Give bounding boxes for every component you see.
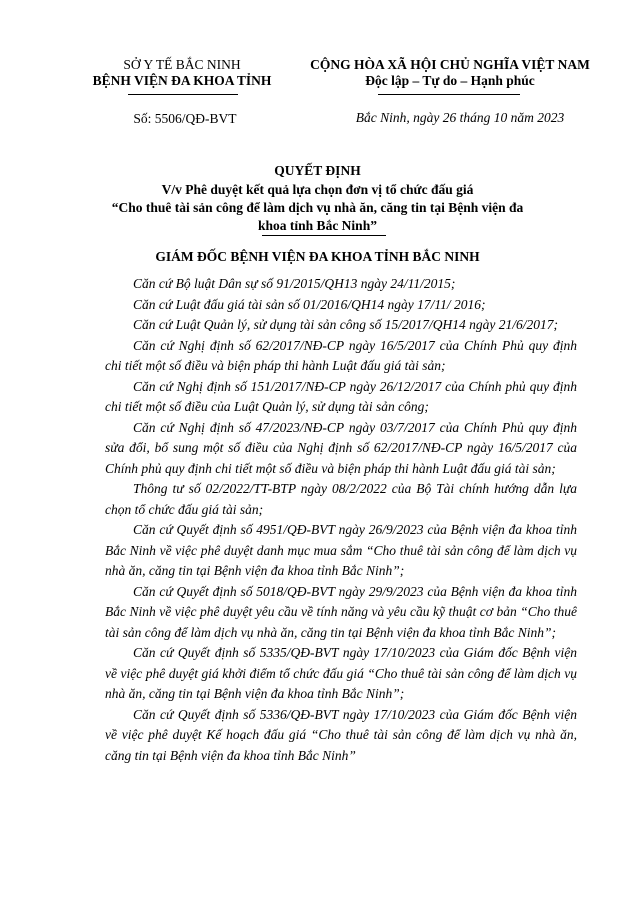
- subject-underline: [262, 235, 386, 236]
- basis-paragraph: Căn cứ Quyết định số 5018/QĐ-BVT ngày 29/9/2023 của Bệnh viện đa khoa tỉnh Bắc Ninh về việc phê duyệt yêu cầu về tính năng và yêu cầu kỹ thuật cơ bản “Cho thuê tài sản công để làm dịch vụ nhà ăn, căng tin tại Bệnh viện đa khoa tỉnh Bắc Ninh”;: [105, 583, 577, 640]
- subject-line-3: khoa tỉnh Bắc Ninh”: [258, 218, 377, 233]
- subject-line-1: V/v Phê duyệt kết quả lựa chọn đơn vị tổ chức đấu giá: [161, 182, 474, 197]
- basis-paragraph: Căn cứ Nghị định số 62/2017/NĐ-CP ngày 16/5/2017 của Chính Phủ quy định chi tiết một số điều và biện pháp thi hành Luật đấu giá tài sản;: [105, 337, 577, 373]
- decision-subject: [60, 181, 575, 235]
- legal-bases: [105, 274, 577, 766]
- director-title: GIÁM ĐỐC BỆNH VIỆN ĐA KHOA TỈNH BẮC NINH: [155, 249, 480, 264]
- basis-paragraph: Căn cứ Quyết định số 5336/QĐ-BVT ngày 17/10/2023 của Giám đốc Bệnh viện về việc phê duyệt Kế hoạch đấu giá “Cho thuê tài sản công để làm dịch vụ nhà ăn, căng tin tại Bệnh viện đa khoa tỉnh Bắc Ninh”: [105, 706, 577, 763]
- basis-paragraph: Căn cứ Luật Quản lý, sử dụng tài sản công số 15/2017/QH14 ngày 21/6/2017;: [133, 317, 558, 332]
- ministry-name: SỞ Y TẾ BẮC NINH: [123, 57, 241, 72]
- basis-paragraph: Căn cứ Nghị định số 47/2023/NĐ-CP ngày 03/7/2017 của Chính Phủ quy định sửa đổi, bổ sung một số điều của Nghị định số 62/2017/NĐ-CP ngày 16/5/2017 của Chính phủ quy định chi tiết một số điều và biện pháp thi hành Luật đấu giá tài sản;: [105, 419, 577, 476]
- document-number: Số: 5506/QĐ-BVT: [133, 111, 237, 126]
- decision-heading: QUYẾT ĐỊNH: [274, 163, 361, 178]
- basis-paragraph: Căn cứ Luật đấu giá tài sản số 01/2016/QH14 ngày 17/11/ 2016;: [133, 296, 486, 312]
- basis-paragraph: Thông tư số 02/2022/TT-BTP ngày 08/2/2022 của Bộ Tài chính hướng dẫn lựa chọn tổ chức đấu giá tài sản;: [105, 481, 577, 517]
- place-date: Bắc Ninh, ngày 26 tháng 10 năm 2023: [355, 110, 565, 125]
- basis-paragraph: Căn cứ Nghị định số 151/2017/NĐ-CP ngày 26/12/2017 của Chính phủ quy định chi tiết một số điều của Luật Quản lý, sử dụng tài sản công;: [105, 378, 577, 414]
- national-title: CỘNG HÒA XÃ HỘI CHỦ NGHĨA VIỆT NAM: [310, 57, 590, 72]
- basis-paragraph: Căn cứ Quyết định số 4951/QĐ-BVT ngày 26/9/2023 của Bệnh viện đa khoa tỉnh Bắc Ninh về việc phê duyệt danh mục mua sắm “Cho thuê tài sản công để làm dịch vụ nhà ăn, căng tin tại Bệnh viện đa khoa tỉnh Bắc Ninh”;: [105, 522, 577, 578]
- motto-underline: [378, 94, 520, 95]
- basis-paragraph: Căn cứ Bộ luật Dân sự số 91/2015/QH13 ngày 24/11/2015;: [133, 276, 456, 291]
- hospital-name: BỆNH VIỆN ĐA KHOA TỈNH: [92, 73, 272, 88]
- hospital-underline: [128, 94, 238, 95]
- basis-paragraph: Căn cứ Quyết định số 5335/QĐ-BVT ngày 17/10/2023 của Giám đốc Bệnh viện về việc phê duyệt giá khởi điểm tổ chức đấu giá “Cho thuê tài sản công để làm dịch vụ nhà ăn, căng tin tại Bệnh viện đa khoa tỉnh Bắc Ninh”;: [105, 645, 577, 701]
- national-motto: Độc lập – Tự do – Hạnh phúc: [365, 73, 535, 88]
- subject-line-2: “Cho thuê tài sản công để làm dịch vụ nhà ăn, căng tin tại Bệnh viện đa: [111, 200, 524, 215]
